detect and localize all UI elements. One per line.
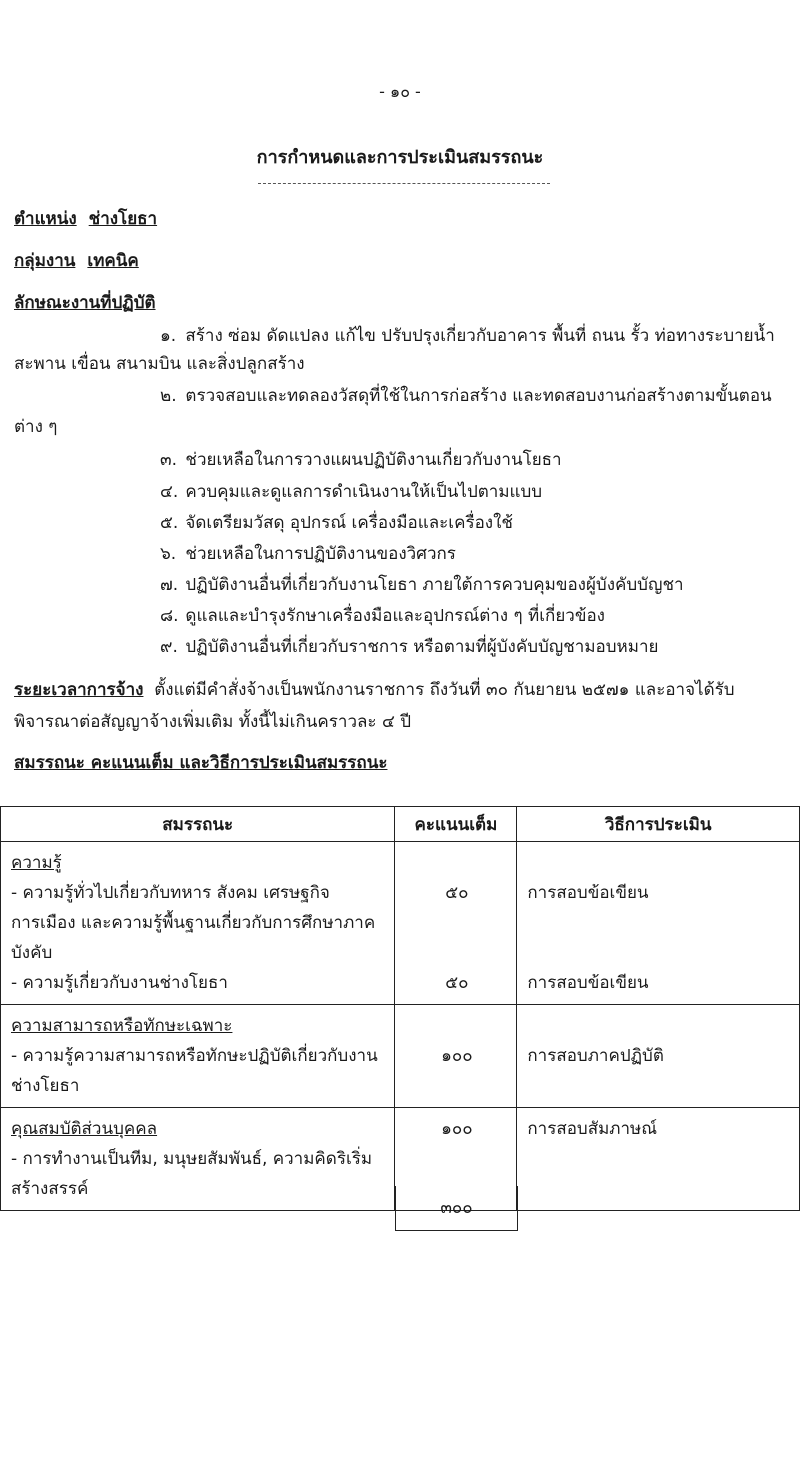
column-header-full-score: คะแนนเต็ม bbox=[395, 807, 517, 842]
competency-table bbox=[0, 806, 800, 1211]
duty-text: ปฏิบัติงานอื่นที่เกี่ยวกับราชการ หรือตามที่ผู้บังคับบัญชามอบหมาย bbox=[185, 637, 659, 657]
duty-item-6 bbox=[160, 540, 456, 567]
category-title: คุณสมบัติส่วนบุคคล bbox=[11, 1119, 158, 1139]
group-label: กลุ่มงาน bbox=[14, 251, 76, 271]
competency-line: - ความรู้ความสามารถหรือทักษะปฏิบัติเกี่ยวกับงาน bbox=[11, 1046, 378, 1066]
method-cell bbox=[517, 842, 800, 1005]
duty-item-1-cont: สะพาน เขื่อน สนามบิน และสิ่งปลูกสร้าง bbox=[14, 354, 305, 374]
duty-item-3 bbox=[160, 446, 562, 473]
duty-number: ๗. bbox=[160, 575, 179, 595]
employment-period-cont: พิจารณาต่อสัญญาจ้างเพิ่มเติม ทั้งนี้ไม่เกินคราวละ ๔ ปี bbox=[14, 712, 412, 732]
score-value: ๕๐ bbox=[445, 973, 469, 993]
score-value: ๕๐ bbox=[445, 883, 469, 903]
competency-cell bbox=[1, 1108, 395, 1211]
duty-item-8 bbox=[160, 602, 605, 629]
duty-text: ปฏิบัติงานอื่นที่เกี่ยวกับงานโยธา ภายใต้การควบคุมของผู้บังคับบัญชา bbox=[185, 575, 684, 595]
duty-text: ช่วยเหลือในการวางแผนปฏิบัติงานเกี่ยวกับงานโยธา bbox=[185, 450, 562, 470]
position-label: ตำแหน่ง bbox=[14, 209, 77, 229]
duty-text: จัดเตรียมวัสดุ อุปกรณ์ เครื่องมือและเครื่องใช้ bbox=[185, 513, 513, 533]
duty-item-2-cont: ต่าง ๆ bbox=[14, 417, 58, 437]
score-cell bbox=[395, 842, 517, 1005]
method-value: การสอบสัมภาษณ์ bbox=[527, 1119, 658, 1139]
duty-number: ๔. bbox=[160, 482, 179, 502]
table-row-knowledge bbox=[1, 842, 800, 1005]
duty-number: ๙. bbox=[160, 637, 178, 657]
duty-item-4 bbox=[160, 478, 542, 505]
group-heading bbox=[14, 247, 139, 274]
category-title: ความสามารถหรือทักษะเฉพาะ bbox=[11, 1016, 233, 1036]
employment-period-label: ระยะเวลาการจ้าง bbox=[14, 680, 144, 700]
duty-text: สร้าง ซ่อม ดัดแปลง แก้ไข ปรับปรุงเกี่ยวกับอาคาร พื้นที่ ถนน รั้ว ท่อทางระบายน้ำ bbox=[185, 326, 775, 346]
employment-period bbox=[14, 676, 735, 703]
position-heading bbox=[14, 205, 157, 232]
competency-line: การเมือง และความรู้พื้นฐานเกี่ยวกับการศึกษาภาค bbox=[11, 913, 376, 933]
duty-item-2 bbox=[160, 382, 772, 409]
table-header-row bbox=[1, 807, 800, 842]
competency-cell bbox=[1, 1005, 395, 1108]
competency-line: - ความรู้ทั่วไปเกี่ยวกับทหาร สังคม เศรษฐกิจ bbox=[11, 883, 330, 903]
category-title: ความรู้ bbox=[11, 853, 62, 873]
position-value: ช่างโยธา bbox=[88, 209, 158, 229]
duty-item-7 bbox=[160, 571, 684, 598]
employment-period-text: ตั้งแต่มีคำสั่งจ้างเป็นพนักงานราชการ ถึงวันที่ ๓๐ กันยายน ๒๕๗๑ และอาจได้รับ bbox=[154, 680, 735, 700]
table-row-skills bbox=[1, 1005, 800, 1108]
method-cell bbox=[517, 1005, 800, 1108]
document-title: การกำหนดและการประเมินสมรรถนะ bbox=[256, 147, 544, 168]
score-cell bbox=[395, 1005, 517, 1108]
competency-cell bbox=[1, 842, 395, 1005]
column-header-competency: สมรรถนะ bbox=[1, 807, 395, 842]
competency-line: สร้างสรรค์ bbox=[11, 1179, 89, 1199]
competency-line: ช่างโยธา bbox=[11, 1076, 80, 1096]
competency-line: - ความรู้เกี่ยวกับงานช่างโยธา bbox=[11, 973, 228, 993]
duty-number: ๕. bbox=[160, 513, 179, 533]
score-value: ๑๐๐ bbox=[441, 1046, 473, 1066]
method-cell bbox=[517, 1108, 800, 1211]
duty-item-9 bbox=[160, 633, 658, 660]
duty-number: ๑. bbox=[160, 326, 177, 346]
page-number: - ๑๐ - bbox=[379, 82, 421, 101]
duty-text: ตรวจสอบและทดลองวัสดุที่ใช้ในการก่อสร้าง และทดสอบงานก่อสร้างตามขั้นตอน bbox=[185, 386, 772, 406]
total-score: ๓๐๐ bbox=[395, 1186, 518, 1231]
column-header-method: วิธีการประเมิน bbox=[517, 807, 800, 842]
duty-number: ๓. bbox=[160, 450, 178, 470]
duty-number: ๒. bbox=[160, 386, 177, 406]
competency-heading: สมรรถนะ คะแนนเต็ม และวิธีการประเมินสมรรถนะ bbox=[14, 753, 388, 773]
competency-line: - การทำงานเป็นทีม, มนุษยสัมพันธ์, ความคิดริเริ่ม bbox=[11, 1149, 373, 1169]
duty-text: ดูแลและบำรุงรักษาเครื่องมือและอุปกรณ์ต่าง ๆ ที่เกี่ยวข้อง bbox=[185, 606, 605, 626]
method-value: การสอบข้อเขียน bbox=[527, 883, 649, 903]
duties-heading: ลักษณะงานที่ปฏิบัติ bbox=[14, 293, 156, 313]
title-divider bbox=[258, 183, 550, 184]
duty-text: ช่วยเหลือในการปฏิบัติงานของวิศวกร bbox=[185, 544, 456, 564]
method-value: การสอบข้อเขียน bbox=[527, 973, 649, 993]
group-value: เทคนิค bbox=[87, 251, 139, 271]
duty-item-5 bbox=[160, 509, 513, 536]
score-value: ๑๐๐ bbox=[441, 1119, 473, 1139]
duty-number: ๖. bbox=[160, 544, 177, 564]
duty-text: ควบคุมและดูแลการดำเนินงานให้เป็นไปตามแบบ bbox=[185, 482, 543, 502]
method-value: การสอบภาคปฏิบัติ bbox=[527, 1046, 664, 1066]
duty-number: ๘. bbox=[160, 606, 179, 626]
duty-item-1 bbox=[160, 322, 775, 349]
competency-line: บังคับ bbox=[11, 943, 53, 963]
